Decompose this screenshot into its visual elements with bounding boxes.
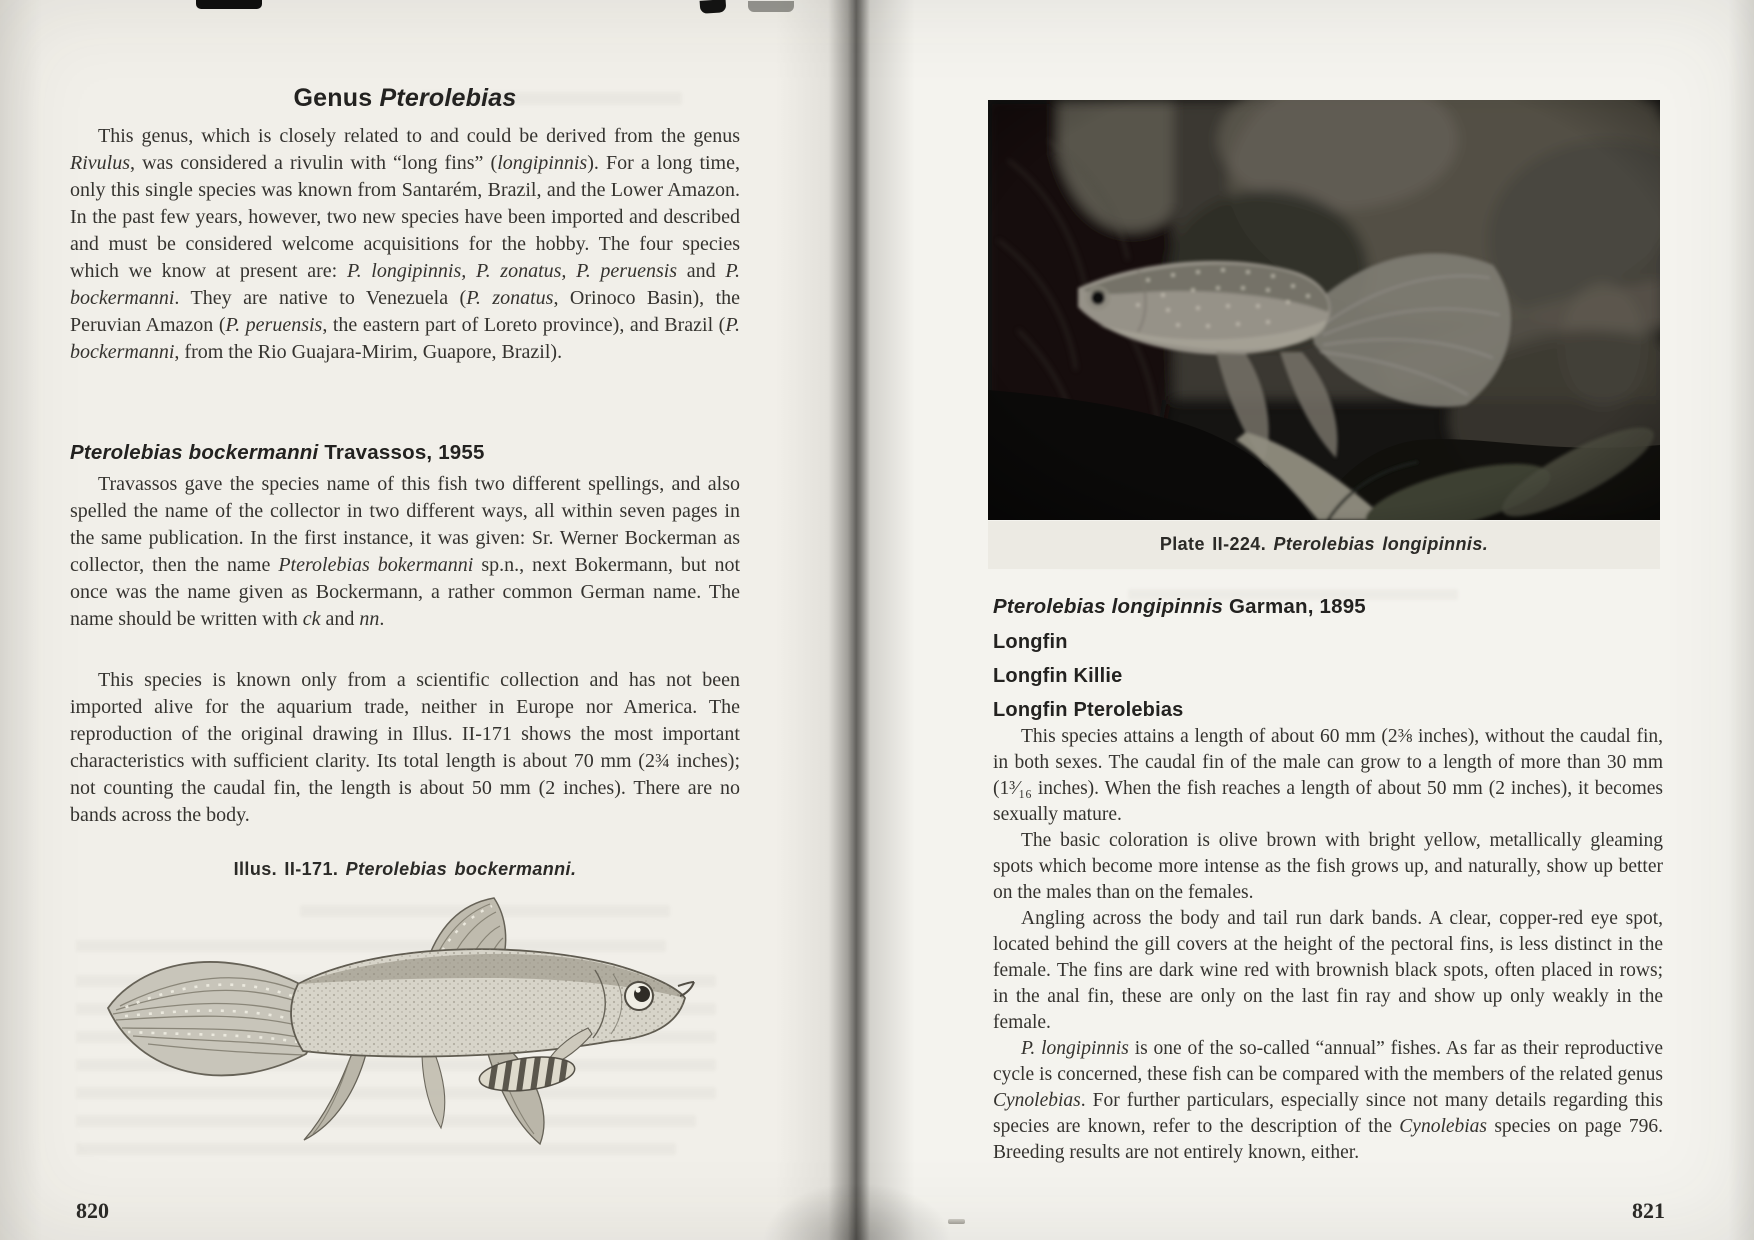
intro-paragraph: This genus, which is closely related to and could be derived from the genus Rivulus, was considered a rivulin with “long fins” (longipinnis). For a long time, only this single species was known from Santarém, Brazil, and the Lower Amazon. In the past few years, however, two new species have been imported and described and must be considered welcome acquisitions for the hobby. The four species which we know at present are: P. longipinnis, P. zonatus, P. peruensis and P. bockermanni. They are native to Venezuela (P. zonatus, Orinoco Basin), the Peruvian Amazon (P. peruensis, the eastern part of Loreto province), and Brazil (P. bockermanni, from the Rio Guajara-Mirim, Guapore, Brazil).: [70, 125, 741, 363]
illustration-caption-label: Illus. II-171.: [233, 859, 346, 879]
species-heading-longipinnis: [993, 595, 1663, 619]
common-name-longfin-pterolebias: Longfin Pterolebias: [993, 699, 1184, 721]
longipinnis-paragraph-3: Angling across the body and tail run dark bands. A clear, copper-red eye spot, located behind the gill covers at the height of the pectoral fins, is less distinct in the female. The fins are dark wine red with brownish black spots, often placed in rows; in the anal fin, these are only on the last fin ray and show up only weakly in the female.: [993, 908, 1663, 1033]
bockermanni-paragraph-1: Travassos gave the species name of this fish two different spellings, and also spelled the name of the collector in two different ways, all within seven pages in the same publication. In the first instance, it was given: Sr. Werner Bockerman as collector, then the name Pterolebias bokermanni sp.n., next Bokermann, but not once was the name given as Bockermann, a rather common German name. The name should be written with ck and nn.: [70, 473, 740, 630]
common-name-longfin-killie: Longfin Killie: [993, 665, 1123, 687]
plate-caption-species: Pterolebias longipinnis.: [1273, 534, 1489, 554]
longipinnis-paragraph-2: The basic coloration is olive brown with bright yellow, metallically gleaming spots which become more intense as the fish grows up, and naturally, show up better on the males than on the females.: [993, 830, 1663, 903]
genus-heading-prefix: Genus: [293, 84, 380, 112]
page-number-left: 820: [76, 1198, 109, 1223]
species-name: Pterolebias bockermanni: [70, 441, 319, 464]
common-name-longfin: Longfin: [993, 631, 1068, 653]
plate-caption-label: Plate II-224.: [1159, 534, 1274, 554]
scan-smudge: [948, 1219, 965, 1224]
scan-artifact: [748, 1, 794, 12]
longipinnis-description: [993, 724, 1663, 1166]
bockermanni-paragraph-2: This species is known only from a scientific collection and has not been imported alive for the aquarium trade, neither in Europe nor America. The reproduction of the original drawing in Illus. II-171 shows the most important characteristics with sufficient clarity. Its total length is about 70 mm (2¾ inches); not counting the caudal fin, the length is about 50 mm (2 inches). There are no bands across the body.: [70, 669, 740, 826]
plate-caption: [988, 534, 1660, 555]
page-number-right: 821: [1632, 1198, 1665, 1223]
fish-photo: [988, 100, 1660, 520]
illustration-caption-species: Pterolebias bockermanni.: [345, 859, 577, 879]
species-authority: Travassos, 1955: [318, 441, 485, 464]
genus-heading-species: Pterolebias: [379, 84, 517, 112]
longipinnis-paragraph-1: This species attains a length of about 60 mm (2⅜ inches), without the caudal fin, in both sexes. The caudal fin of the male can grow to a length of more than 30 mm (1³⁄₁₆ inches). When the fish reaches a length of about 50 mm (2 inches), it becomes sexually mature.: [993, 726, 1663, 825]
species-authority: Garman, 1895: [1223, 595, 1366, 618]
longipinnis-paragraph-4: P. longipinnis is one of the so-called “annual” fishes. As far as their reproductive cycle is concerned, these fish can be compared with the members of the related genus Cynolebias. For further particulars, especially since not many details regarding this species are known, refer to the description of the Cynolebias species on page 796. Breeding results are not entirely known, either.: [993, 1038, 1663, 1163]
scan-artifact: [196, 0, 262, 9]
species-name: Pterolebias longipinnis: [993, 595, 1224, 618]
